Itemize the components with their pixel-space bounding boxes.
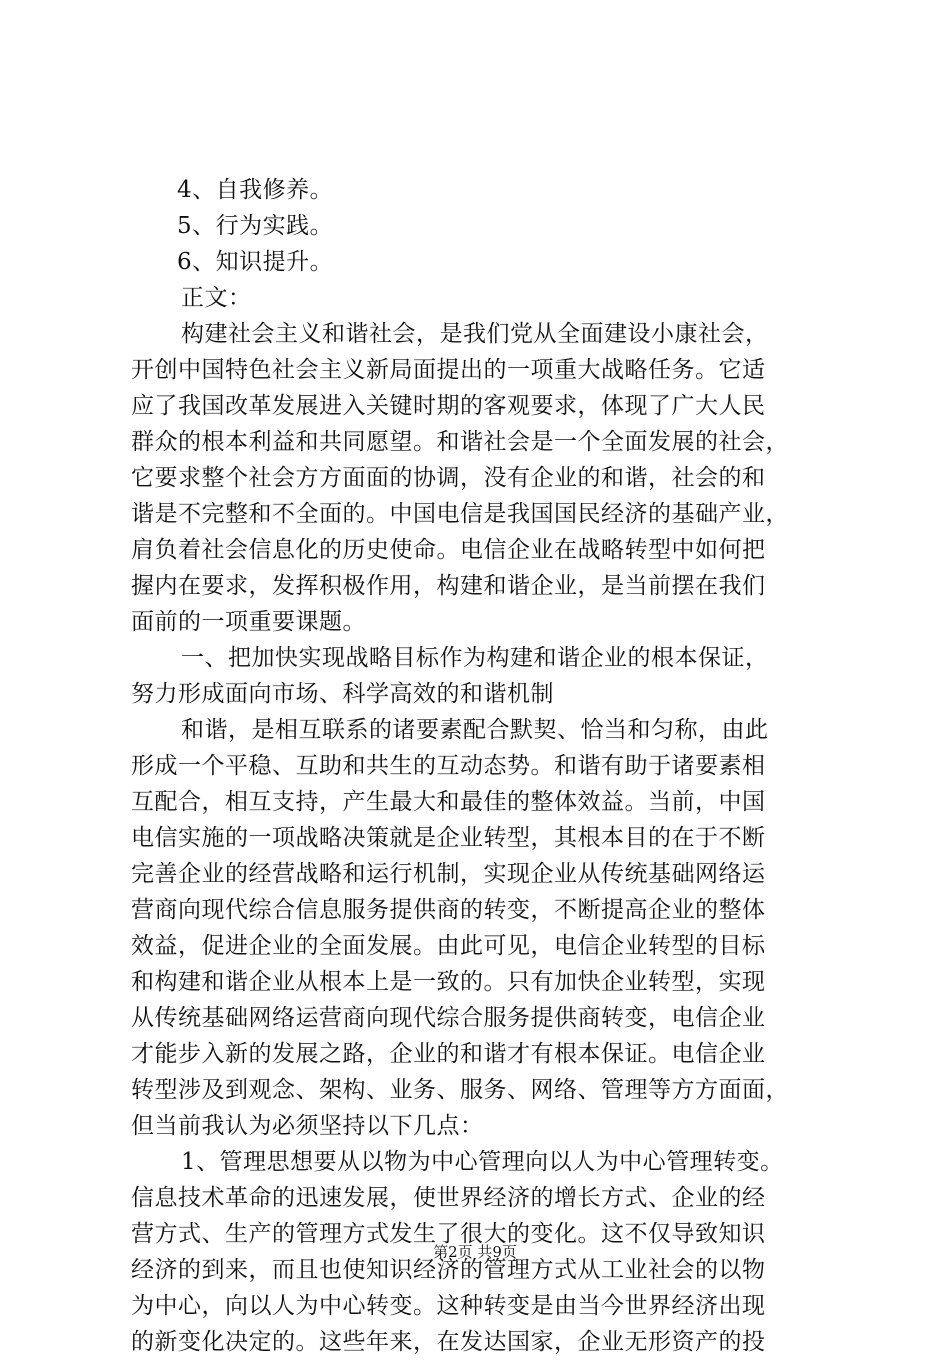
section-label-body: 正文：	[181, 285, 252, 311]
paragraph-line: 营方式、生产的管理方式发生了很大的变化。这不仅导致知识	[131, 1221, 766, 1247]
paragraph-line: 营商向现代综合信息服务提供商的转变，不断提高企业的整体	[131, 897, 766, 923]
paragraph-line: 互配合，相互支持，产生最大和最佳的整体效益。当前，中国	[131, 789, 766, 815]
paragraph-line: 从传统基础网络运营商向现代综合服务提供商转变，电信企业	[131, 1005, 766, 1031]
paragraph-line: 效益，促进企业的全面发展。由此可见，电信企业转型的目标	[131, 933, 766, 959]
paragraph-line: 群众的根本利益和共同愿望。和谐社会是一个全面发展的社会，	[131, 429, 789, 455]
page-footer: 第2页 共9页	[433, 1243, 517, 1261]
section-heading: 一、把加快实现战略目标作为构建和谐企业的根本保证，	[181, 645, 769, 671]
paragraph-line: 握内在要求，发挥积极作用，构建和谐企业，是当前摆在我们	[131, 573, 766, 599]
paragraph-line: 但当前我认为必须坚持以下几点：	[131, 1113, 484, 1139]
list-item-5: 5、行为实践。	[177, 213, 334, 239]
paragraph-line: 形成一个平稳、互助和共生的互动态势。和谐有助于诸要素相	[131, 753, 766, 779]
paragraph-line: 开创中国特色社会主义新局面提出的一项重大战略任务。它适	[131, 357, 766, 383]
paragraph-line: 电信实施的一项战略决策就是企业转型，其根本目的在于不断	[131, 825, 766, 851]
paragraph-line: 面前的一项重要课题。	[131, 609, 366, 635]
list-item-4: 4、自我修养。	[177, 177, 334, 203]
paragraph-line: 为中心，向以人为中心转变。这种转变是由当今世界经济出现	[131, 1293, 766, 1319]
paragraph-line: 肩负着社会信息化的历史使命。电信企业在战略转型中如何把	[131, 537, 766, 563]
paragraph-line: 转型涉及到观念、架构、业务、服务、网络、管理等方方面面，	[131, 1077, 789, 1103]
paragraph-line: 信息技术革命的迅速发展，使世界经济的增长方式、企业的经	[131, 1185, 766, 1211]
paragraph-line: 1、管理思想要从以物为中心管理向以人为中心管理转变。	[181, 1149, 784, 1175]
paragraph-line: 完善企业的经营战略和运行机制，实现企业从传统基础网络运	[131, 861, 766, 887]
paragraph-line: 经济的到来，而且也使知识经济的管理方式从工业社会的以物	[131, 1257, 766, 1283]
paragraph-line: 的新变化决定的。这些年来，在发达国家，企业无形资产的投	[131, 1329, 766, 1355]
paragraph-line: 它要求整个社会方方面面的协调，没有企业的和谐，社会的和	[131, 465, 766, 491]
paragraph-line: 构建社会主义和谐社会，是我们党从全面建设小康社会，	[181, 321, 769, 347]
paragraph-line: 谐是不完整和不全面的。中国电信是我国国民经济的基础产业，	[131, 501, 789, 527]
section-heading: 努力形成面向市场、科学高效的和谐机制	[131, 681, 554, 707]
paragraph-line: 和构建和谐企业从根本上是一致的。只有加快企业转型，实现	[131, 969, 766, 995]
paragraph-line: 才能步入新的发展之路，企业的和谐才有根本保证。电信企业	[131, 1041, 766, 1067]
list-item-6: 6、知识提升。	[177, 249, 334, 275]
document-body	[131, 172, 831, 1360]
paragraph-line: 应了我国改革发展进入关键时期的客观要求，体现了广大人民	[131, 393, 766, 419]
paragraph-line: 和谐，是相互联系的诸要素配合默契、恰当和匀称，由此	[181, 717, 769, 743]
